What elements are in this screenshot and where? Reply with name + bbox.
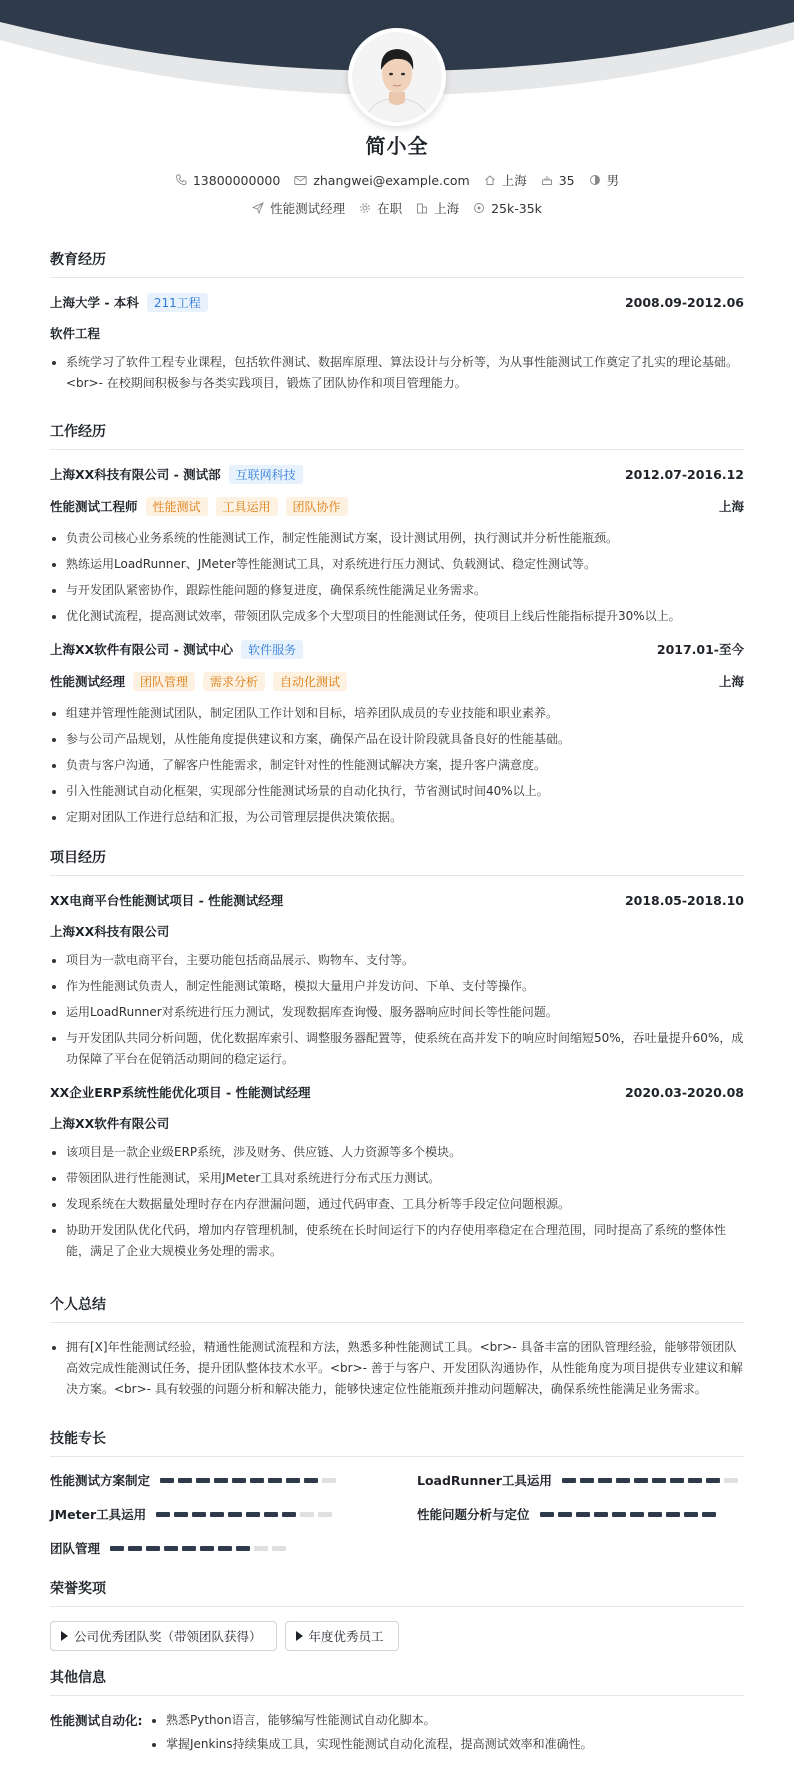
list-item: 组建并管理性能测试团队，制定团队工作计划和目标，培养团队成员的专业技能和职业素养。 bbox=[50, 703, 744, 724]
list-item: 熟悉Python语言，能够编写性能测试自动化脚本。 bbox=[150, 1710, 744, 1731]
major: 软件工程 bbox=[50, 326, 101, 341]
summary-bullets bbox=[50, 1337, 744, 1400]
gender-item bbox=[589, 171, 620, 189]
skill-name: 性能问题分析与定位 bbox=[417, 1507, 530, 1522]
skill-level-segment bbox=[580, 1478, 594, 1483]
skill-level-segment bbox=[688, 1478, 702, 1483]
skill-level-segment bbox=[128, 1546, 142, 1551]
coin-icon bbox=[473, 202, 485, 214]
list-item: 掌握Jenkins持续集成工具，实现性能测试自动化流程，提高测试效率和准确性。 bbox=[150, 1734, 744, 1755]
skill-level-segment bbox=[670, 1478, 684, 1483]
list-item: 系统学习了软件工程专业课程，包括软件测试、数据库原理、算法设计与分析等，为从事性能测试工作奠定了扎实的理论基础。<br>- 在校期间积极参与各类实践项目，锻炼了团队协作和项目管理能力。 bbox=[50, 352, 744, 394]
skill-level-segment bbox=[236, 1546, 250, 1551]
work-bullets bbox=[50, 528, 744, 627]
skill-level-segment bbox=[178, 1478, 192, 1483]
job-role: 性能测试工程师 bbox=[50, 499, 138, 514]
list-item: 作为性能测试负责人，制定性能测试策略，模拟大量用户并发访问、下单、支付等操作。 bbox=[50, 976, 744, 997]
skill-name: JMeter工具运用 bbox=[50, 1507, 147, 1522]
skill-level-segment bbox=[228, 1512, 242, 1517]
skill-level-bar bbox=[540, 1512, 716, 1517]
salary-text: 25k-35k bbox=[491, 200, 542, 216]
list-item: 运用LoadRunner对系统进行压力测试，发现数据库查询慢、服务器响应时间长等性能问题。 bbox=[50, 1002, 744, 1023]
award-label: 公司优秀团队奖（带领团队获得） bbox=[74, 1629, 262, 1644]
status-text: 在职 bbox=[377, 201, 403, 216]
section-title: 技能专长 bbox=[50, 1428, 744, 1457]
email-item bbox=[294, 173, 469, 188]
skill-level-segment bbox=[282, 1512, 296, 1517]
award-label: 年度优秀员工 bbox=[308, 1629, 384, 1644]
skill-level-segment bbox=[182, 1546, 196, 1551]
list-item: 拥有[X]年性能测试经验，精通性能测试流程和方法，熟悉多种性能测试工具。<br>- 具备丰富的团队管理经验，能够带领团队高效完成性能测试任务，提升团队整体技术水平。<br>- 善于与客户、开发团队沟通协作，从性能角度为项目提供专业建议和解决方案。<br>- 具有较强的问题分析和解决能力，能够快速定位性能瓶颈并推动问题解决，确保系统性能满足业务需求。 bbox=[50, 1337, 744, 1400]
skill-level-bar bbox=[156, 1512, 332, 1517]
skill-level-segment bbox=[246, 1512, 260, 1517]
list-item: 引入性能测试自动化框架，实现部分性能测试场景的自动化执行，节省测试时间40%以上。 bbox=[50, 781, 744, 802]
send-icon bbox=[252, 202, 264, 214]
skill-level-segment bbox=[652, 1478, 666, 1483]
other-row bbox=[50, 1710, 744, 1760]
company-name: 上海XX软件有限公司 - 测试中心 bbox=[50, 642, 234, 657]
avatar bbox=[348, 28, 446, 126]
skill-level-segment bbox=[630, 1512, 644, 1517]
award-item bbox=[285, 1621, 399, 1651]
project-title: XX企业ERP系统性能优化项目 - 性能测试经理 bbox=[50, 1085, 311, 1100]
job-intent-row bbox=[0, 199, 794, 217]
project-bullets bbox=[50, 1142, 744, 1262]
skill-level-segment bbox=[164, 1546, 178, 1551]
skill-level-segment bbox=[254, 1546, 268, 1551]
skill-level-segment bbox=[210, 1512, 224, 1517]
list-item: 负责公司核心业务系统的性能测试工作，制定性能测试方案，设计测试用例，执行测试并分析性能瓶颈。 bbox=[50, 528, 744, 549]
skill-tag: 工具运用 bbox=[216, 497, 278, 516]
skill-level-segment bbox=[272, 1546, 286, 1551]
skill-level-segment bbox=[616, 1478, 630, 1483]
project-title: XX电商平台性能测试项目 - 性能测试经理 bbox=[50, 893, 284, 908]
skill-level-segment bbox=[576, 1512, 590, 1517]
list-item: 与开发团队共同分析问题，优化数据库索引、调整服务器配置等，使系统在高并发下的响应时间缩短50%，吞吐量提升60%，成功保障了平台在促销活动期间的稳定运行。 bbox=[50, 1028, 744, 1070]
project-company: 上海XX科技有限公司 bbox=[50, 924, 170, 939]
work-entry bbox=[50, 639, 744, 828]
play-icon bbox=[296, 1631, 303, 1641]
education-section bbox=[50, 249, 744, 399]
list-item: 熟练运用LoadRunner、JMeter等性能测试工具，对系统进行压力测试、负载测试、稳定性测试等。 bbox=[50, 554, 744, 575]
skill-level-segment bbox=[264, 1512, 278, 1517]
project-bullets bbox=[50, 950, 744, 1070]
skill-item bbox=[50, 1505, 377, 1523]
skill-level-segment bbox=[706, 1478, 720, 1483]
age-text: 35 bbox=[558, 172, 575, 188]
list-item: 协助开发团队优化代码，增加内存管理机制，使系统在长时间运行下的内存使用率稳定在合理范围，同时提高了系统的整体性能，满足了企业大规模业务处理的需求。 bbox=[50, 1220, 744, 1262]
skill-level-segment bbox=[268, 1478, 282, 1483]
skill-item bbox=[50, 1539, 377, 1557]
skill-tag: 需求分析 bbox=[203, 672, 265, 691]
city-text: 上海 bbox=[434, 201, 460, 216]
section-title: 教育经历 bbox=[50, 249, 744, 278]
skill-level-segment bbox=[724, 1478, 738, 1483]
work-entry bbox=[50, 464, 744, 627]
other-label: 性能测试自动化: bbox=[50, 1713, 143, 1728]
skill-level-segment bbox=[702, 1512, 716, 1517]
award-item bbox=[50, 1621, 277, 1651]
skill-level-segment bbox=[634, 1478, 648, 1483]
skill-level-segment bbox=[598, 1478, 612, 1483]
skill-level-segment bbox=[160, 1478, 174, 1483]
industry-tag: 互联网科技 bbox=[229, 465, 303, 484]
phone-text: 13800000000 bbox=[192, 172, 281, 188]
work-bullets bbox=[50, 703, 744, 828]
other-section bbox=[50, 1667, 744, 1760]
summary-section bbox=[50, 1294, 744, 1405]
skill-level-segment bbox=[558, 1512, 572, 1517]
project-entry bbox=[50, 890, 744, 1070]
company-name: 上海XX科技有限公司 - 测试部 bbox=[50, 467, 221, 482]
section-title: 个人总结 bbox=[50, 1294, 744, 1323]
salary-item bbox=[473, 201, 542, 216]
list-item: 优化测试流程，提高测试效率，带领团队完成多个大型项目的性能测试任务，使项目上线后性能指标提升30%以上。 bbox=[50, 606, 744, 627]
skill-tag: 团队协作 bbox=[286, 497, 348, 516]
gender-icon bbox=[589, 174, 601, 186]
skill-name: LoadRunner工具运用 bbox=[417, 1473, 552, 1488]
project-entry bbox=[50, 1082, 744, 1262]
skill-level-segment bbox=[594, 1512, 608, 1517]
school-tag: 211工程 bbox=[147, 293, 208, 312]
status-item bbox=[359, 199, 402, 217]
work-section bbox=[50, 421, 744, 833]
skill-level-segment bbox=[562, 1478, 576, 1483]
skill-level-segment bbox=[322, 1478, 336, 1483]
skill-level-segment bbox=[540, 1512, 554, 1517]
skill-tag: 自动化测试 bbox=[273, 672, 347, 691]
list-item: 与开发团队紧密协作，跟踪性能问题的修复进度，确保系统性能满足业务需求。 bbox=[50, 580, 744, 601]
play-icon bbox=[61, 1631, 68, 1641]
skill-level-bar bbox=[562, 1478, 738, 1483]
skills-section bbox=[50, 1428, 744, 1557]
list-item: 负责与客户沟通，了解客户性能需求，制定针对性的性能测试解决方案，提升客户满意度。 bbox=[50, 755, 744, 776]
cake-icon bbox=[541, 174, 553, 186]
awards-section bbox=[50, 1578, 744, 1651]
home-icon bbox=[484, 174, 496, 186]
skill-level-segment bbox=[286, 1478, 300, 1483]
skill-name: 团队管理 bbox=[50, 1541, 101, 1556]
skill-level-segment bbox=[232, 1478, 246, 1483]
skill-level-segment bbox=[196, 1478, 210, 1483]
section-title: 项目经历 bbox=[50, 847, 744, 876]
skill-item bbox=[50, 1471, 377, 1489]
job-role: 性能测试经理 bbox=[50, 674, 126, 689]
work-city: 上海 bbox=[718, 674, 744, 689]
contact-info-row bbox=[0, 171, 794, 189]
list-item: 定期对团队工作进行总结和汇报，为公司管理层提供决策依据。 bbox=[50, 807, 744, 828]
school-name: 上海大学 - 本科 bbox=[50, 295, 139, 310]
section-title: 其他信息 bbox=[50, 1667, 744, 1696]
section-title: 荣誉奖项 bbox=[50, 1578, 744, 1607]
skill-name: 性能测试方案制定 bbox=[50, 1473, 151, 1488]
skill-level-segment bbox=[300, 1512, 314, 1517]
position-item bbox=[252, 199, 345, 217]
skill-level-segment bbox=[250, 1478, 264, 1483]
location-item bbox=[484, 171, 527, 189]
phone-item bbox=[175, 173, 280, 188]
work-city: 上海 bbox=[718, 499, 744, 514]
skill-level-segment bbox=[218, 1546, 232, 1551]
city-item bbox=[416, 199, 459, 217]
skill-level-segment bbox=[612, 1512, 626, 1517]
project-company: 上海XX软件有限公司 bbox=[50, 1116, 170, 1131]
skill-level-segment bbox=[146, 1546, 160, 1551]
email-text: zhangwei@example.com bbox=[313, 172, 470, 188]
age-item bbox=[541, 173, 575, 188]
skill-level-segment bbox=[192, 1512, 206, 1517]
phone-icon bbox=[175, 174, 187, 186]
skill-level-segment bbox=[110, 1546, 124, 1551]
industry-tag: 软件服务 bbox=[241, 640, 303, 659]
skill-level-bar bbox=[160, 1478, 336, 1483]
education-bullets bbox=[50, 352, 744, 394]
project-period: 2018.05-2018.10 bbox=[624, 892, 744, 908]
skill-level-segment bbox=[684, 1512, 698, 1517]
skill-level-segment bbox=[304, 1478, 318, 1483]
list-item: 项目为一款电商平台，主要功能包括商品展示、购物车、支付等。 bbox=[50, 950, 744, 971]
list-item: 该项目是一款企业级ERP系统，涉及财务、供应链、人力资源等多个模块。 bbox=[50, 1142, 744, 1163]
position-text: 性能测试经理 bbox=[270, 201, 346, 216]
awards-list bbox=[50, 1621, 744, 1651]
skill-level-segment bbox=[156, 1512, 170, 1517]
skills-grid bbox=[50, 1471, 744, 1557]
skill-level-segment bbox=[648, 1512, 662, 1517]
gender-text: 男 bbox=[606, 173, 620, 188]
mail-icon bbox=[294, 175, 307, 186]
candidate-name: 简小全 bbox=[365, 134, 429, 158]
skill-level-bar bbox=[110, 1546, 286, 1551]
skill-level-segment bbox=[200, 1546, 214, 1551]
skill-level-segment bbox=[318, 1512, 332, 1517]
building-icon bbox=[416, 202, 428, 214]
other-bullets bbox=[150, 1710, 744, 1760]
skill-item bbox=[417, 1471, 744, 1489]
list-item: 带领团队进行性能测试，采用JMeter工具对系统进行分布式压力测试。 bbox=[50, 1168, 744, 1189]
work-period: 2012.07-2016.12 bbox=[624, 466, 744, 482]
skill-level-segment bbox=[666, 1512, 680, 1517]
project-section bbox=[50, 847, 744, 1267]
work-period: 2017.01-至今 bbox=[656, 642, 744, 657]
education-period: 2008.09-2012.06 bbox=[624, 294, 744, 310]
education-head bbox=[50, 292, 744, 312]
list-item: 发现系统在大数据量处理时存在内存泄漏问题，通过代码审查、工具分析等手段定位问题根源。 bbox=[50, 1194, 744, 1215]
location-text: 上海 bbox=[501, 173, 527, 188]
project-period: 2020.03-2020.08 bbox=[624, 1084, 744, 1100]
skill-level-segment bbox=[174, 1512, 188, 1517]
skill-item bbox=[417, 1505, 744, 1523]
section-title: 工作经历 bbox=[50, 421, 744, 450]
list-item: 参与公司产品规划，从性能角度提供建议和方案，确保产品在设计阶段就具备良好的性能基础。 bbox=[50, 729, 744, 750]
gear-icon bbox=[359, 202, 371, 214]
skill-tag: 团队管理 bbox=[133, 672, 195, 691]
skill-level-segment bbox=[214, 1478, 228, 1483]
skill-tag: 性能测试 bbox=[146, 497, 208, 516]
